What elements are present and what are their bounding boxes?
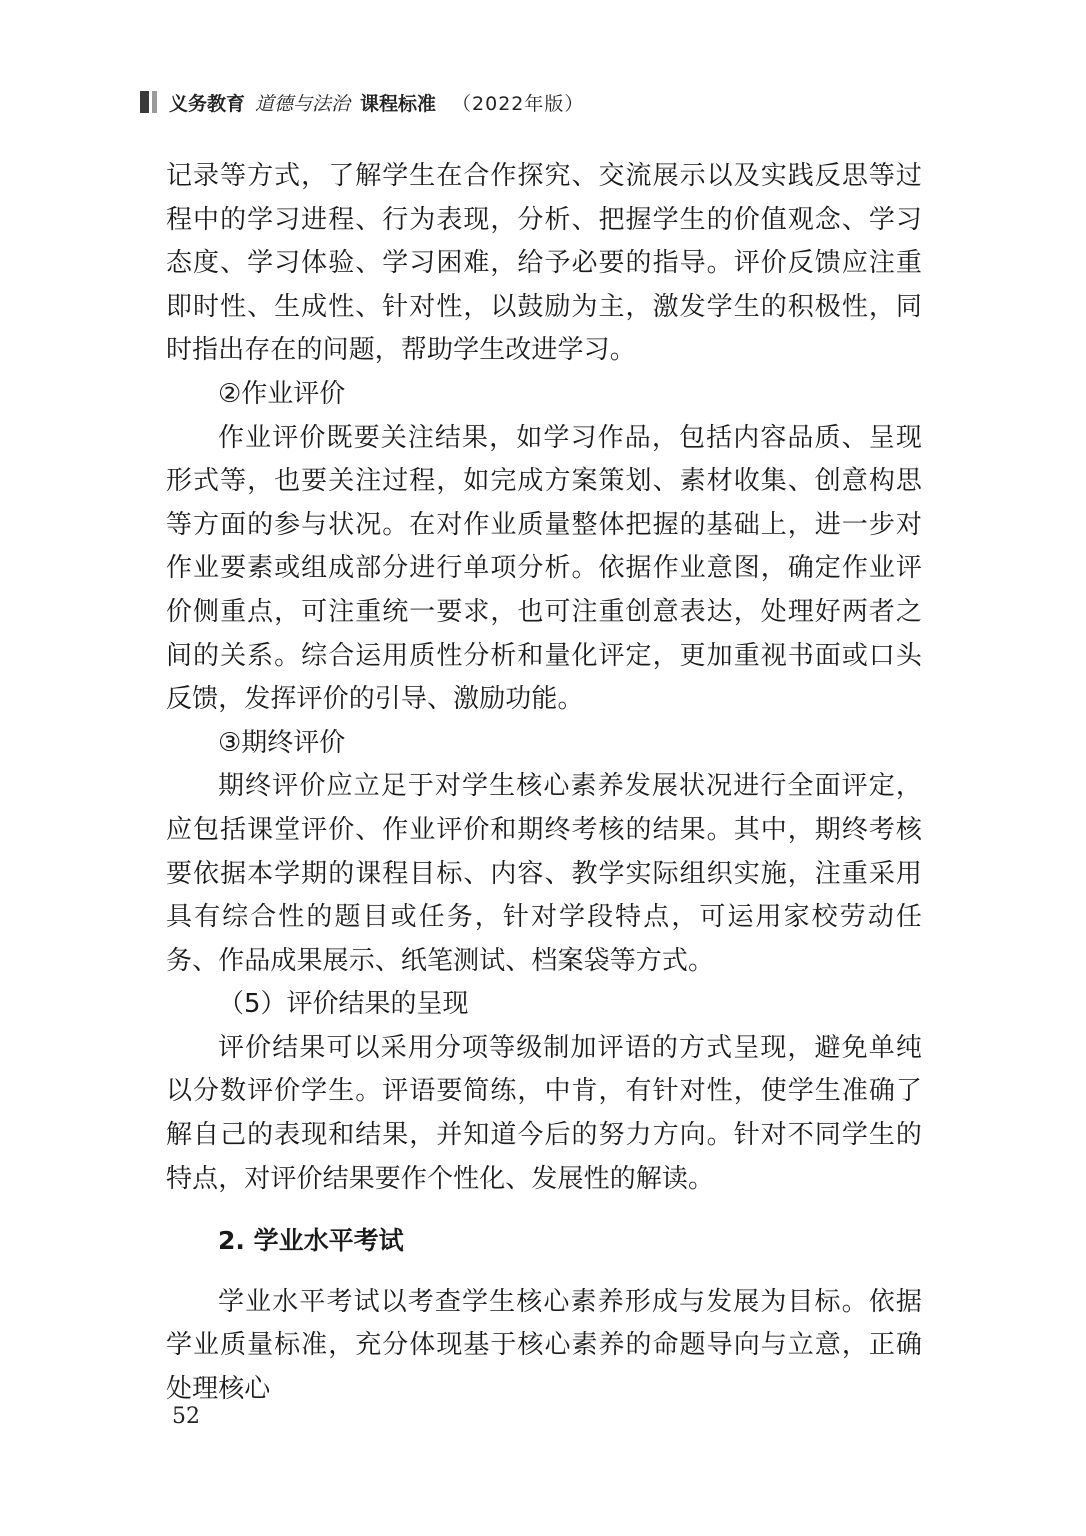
running-header bbox=[140, 88, 584, 116]
header-series: 义务教育 bbox=[169, 92, 246, 115]
subheading-result-presentation: （5）评价结果的呈现 bbox=[218, 989, 469, 1020]
header-doc-type: 课程标准 bbox=[360, 92, 437, 115]
body-text bbox=[166, 155, 922, 1412]
section-title-academic-exam: 2. 学业水平考试 bbox=[218, 1226, 404, 1256]
paragraph-final-evaluation: 期终评价应立足于对学生核心素养发展状况进行全面评定，应包括课堂评价、作业评价和期终考核的结果。其中，期终考核要依据本学期的课程目标、内容、教学实际组织实施，注重采用具有综合性的题目或任务，针对学段特点，可运用家校劳动任务、作品成果展示、纸笔测试、档案袋等方式。 bbox=[166, 771, 922, 976]
header-subject: 道德与法治 bbox=[255, 92, 351, 115]
subheading-final-evaluation: ③期终评价 bbox=[218, 727, 346, 758]
paragraph-continued: 记录等方式，了解学生在合作探究、交流展示以及实践反思等过程中的学习进程、行为表现，分析、把握学生的价值观念、学习态度、学习体验、学习困难，给予必要的指导。评价反馈应注重即时性、生成性、针对性，以鼓励为主，激发学生的积极性，同时指出存在的问题，帮助学生改进学习。 bbox=[166, 161, 922, 366]
subheading-homework-evaluation: ②作业评价 bbox=[218, 378, 346, 409]
page-number: 52 bbox=[172, 1404, 200, 1429]
header-edition: （2022年版） bbox=[452, 92, 585, 115]
header-bar-dark bbox=[140, 91, 149, 113]
paragraph-homework-evaluation: 作业评价既要关注结果，如学习作品，包括内容品质、呈现形式等，也要关注过程，如完成方案策划、素材收集、创意构思等方面的参与状况。在对作业质量整体把握的基础上，进一步对作业要素或组成部分进行单项分析。依据作业意图，确定作业评价侧重点，可注重统一要求，也可注重创意表达，处理好两者之间的关系。综合运用质性分析和量化评定，更加重视书面或口头反馈，发挥评价的引导、激励功能。 bbox=[166, 422, 922, 715]
header-bar-light bbox=[152, 91, 157, 113]
paragraph-academic-exam: 学业水平考试以考查学生核心素养形成与发展为目标。依据学业质量标准，充分体现基于核心素养的命题导向与立意，正确处理核心 bbox=[166, 1286, 922, 1405]
header-bar-marks bbox=[140, 91, 157, 113]
paragraph-result-presentation: 评价结果可以采用分项等级制加评语的方式呈现，避免单纯以分数评价学生。评语要简练，中肯，有针对性，使学生准确了解自己的表现和结果，并知道今后的努力方向。针对不同学生的特点，对评价结果要作个性化、发展性的解读。 bbox=[166, 1032, 922, 1194]
